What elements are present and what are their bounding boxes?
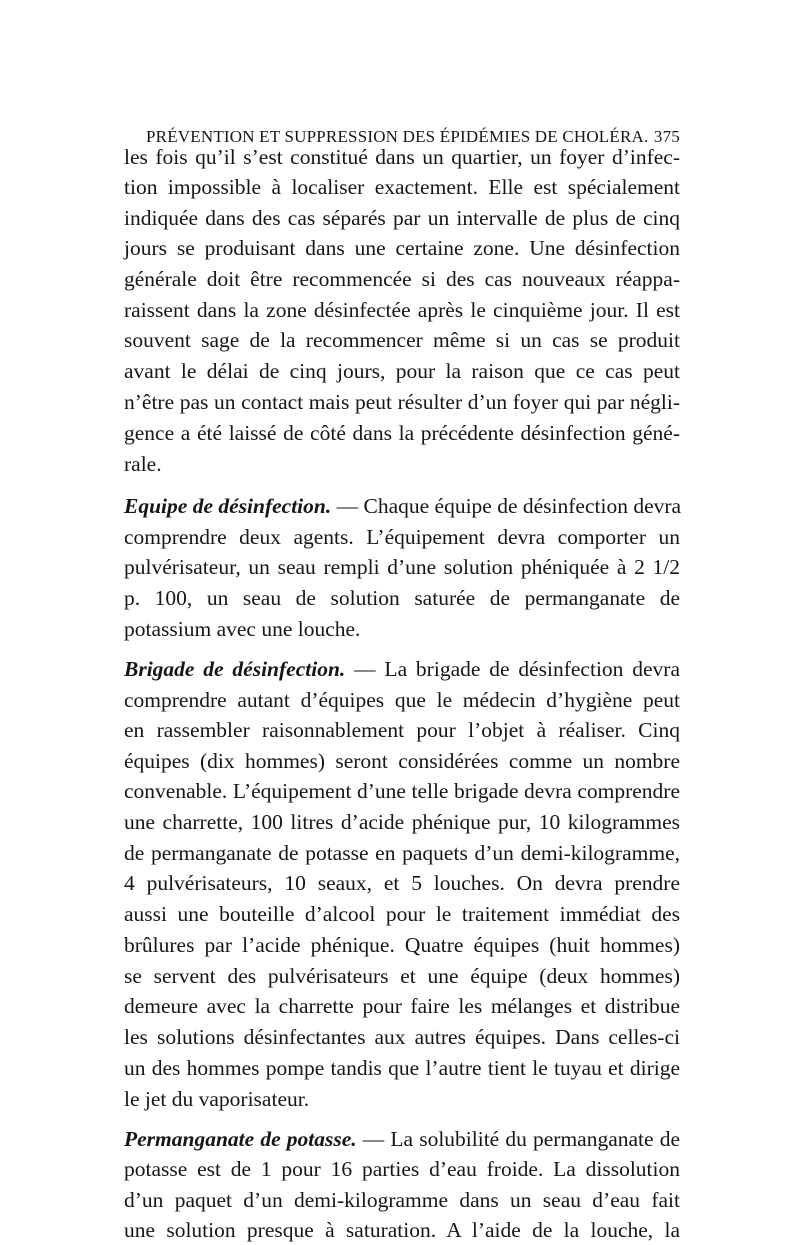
text-line: gence a été laissé de côté dans la précédente désinfection géné- — [124, 421, 680, 445]
text-line: de permanganate de potasse en paquets d’un demi-kilogramme, — [124, 841, 680, 865]
text-line: jours se produisant dans une certaine zone. Une désinfection — [124, 236, 680, 260]
text-line: aussi une bouteille d’alcool pour le traitement immédiat des — [124, 902, 680, 926]
text-line: n’être pas un contact mais peut résulter d’un foyer qui par négli- — [124, 390, 680, 414]
text-line: potassium avec une louche. — [124, 617, 361, 641]
running-head-title: PRÉVENTION ET SUPPRESSION DES ÉPIDÉMIES DE CHOLÉRA. — [146, 127, 649, 146]
text-line: les fois qu’il s’est constitué dans un quartier, un foyer d’infec- — [124, 145, 680, 169]
text-line: potasse est de 1 pour 16 parties d’eau froide. La dissolution — [124, 1157, 680, 1181]
text-line: une solution presque à saturation. A l’aide de la louche, la — [124, 1218, 680, 1242]
text-line: 4 pulvérisateurs, 10 seaux, et 5 louches. On devra prendre — [124, 871, 680, 895]
text-line: Brigade de désinfection. — La brigade de désinfection devra — [124, 657, 680, 681]
text-line: se servent des pulvérisateurs et une équipe (deux hommes) — [124, 964, 680, 988]
text-line: convenable. L’équipement d’une telle brigade devra comprendre — [124, 779, 680, 803]
text-line: p. 100, un seau de solution saturée de permanganate de — [124, 586, 680, 610]
text-line: souvent sage de la recommencer même si un cas se produit — [124, 328, 680, 352]
text-line: générale doit être recommencée si des cas nouveaux réappa- — [124, 267, 680, 291]
section-lead-heading: Permanganate de potasse. — [124, 1127, 363, 1151]
text-line: demeure avec la charrette pour faire les mélanges et distribue — [124, 994, 680, 1018]
text-line: tion impossible à localiser exactement. Elle est spécialement — [124, 175, 680, 199]
section-lead-heading: Equipe de désinfection. — [124, 494, 337, 518]
text-line: en rassembler raisonnablement pour l’objet à réaliser. Cinq — [124, 718, 680, 742]
text-line: pulvérisateur, un seau rempli d’une solution phéniquée à 2 1/2 — [124, 555, 680, 579]
text-line: le jet du vaporisateur. — [124, 1087, 310, 1111]
text-line: comprendre deux agents. L’équipement devra comporter un — [124, 525, 680, 549]
section-lead-heading: Brigade de désinfection. — [124, 657, 355, 681]
text-line: d’un paquet d’un demi-kilogramme dans un seau d’eau fait — [124, 1188, 680, 1212]
text-line: indiquée dans des cas séparés par un intervalle de plus de cinq — [124, 206, 680, 230]
text-line: rale. — [124, 452, 162, 476]
page-number: 375 — [653, 127, 680, 146]
text-line: brûlures par l’acide phénique. Quatre équipes (huit hommes) — [124, 933, 680, 957]
text-line: Permanganate de potasse. — La solubilité du permanganate de — [124, 1127, 680, 1151]
text-line: équipes (dix hommes) seront considérées comme un nombre — [124, 749, 680, 773]
text-line: un des hommes pompe tandis que l’autre tient le tuyau et dirige — [124, 1056, 680, 1080]
text-line: raissent dans la zone désinfectée après le cinquième jour. Il est — [124, 298, 680, 322]
text-line: les solutions désinfectantes aux autres équipes. Dans celles-ci — [124, 1025, 680, 1049]
text-line: une charrette, 100 litres d’acide phénique pur, 10 kilogrammes — [124, 810, 680, 834]
text-line: avant le délai de cinq jours, pour la raison que ce cas peut — [124, 359, 680, 383]
text-line: comprendre autant d’équipes que le médecin d’hygiène peut — [124, 688, 680, 712]
text-line: Equipe de désinfection. — Chaque équipe de désinfection devra — [124, 494, 682, 518]
